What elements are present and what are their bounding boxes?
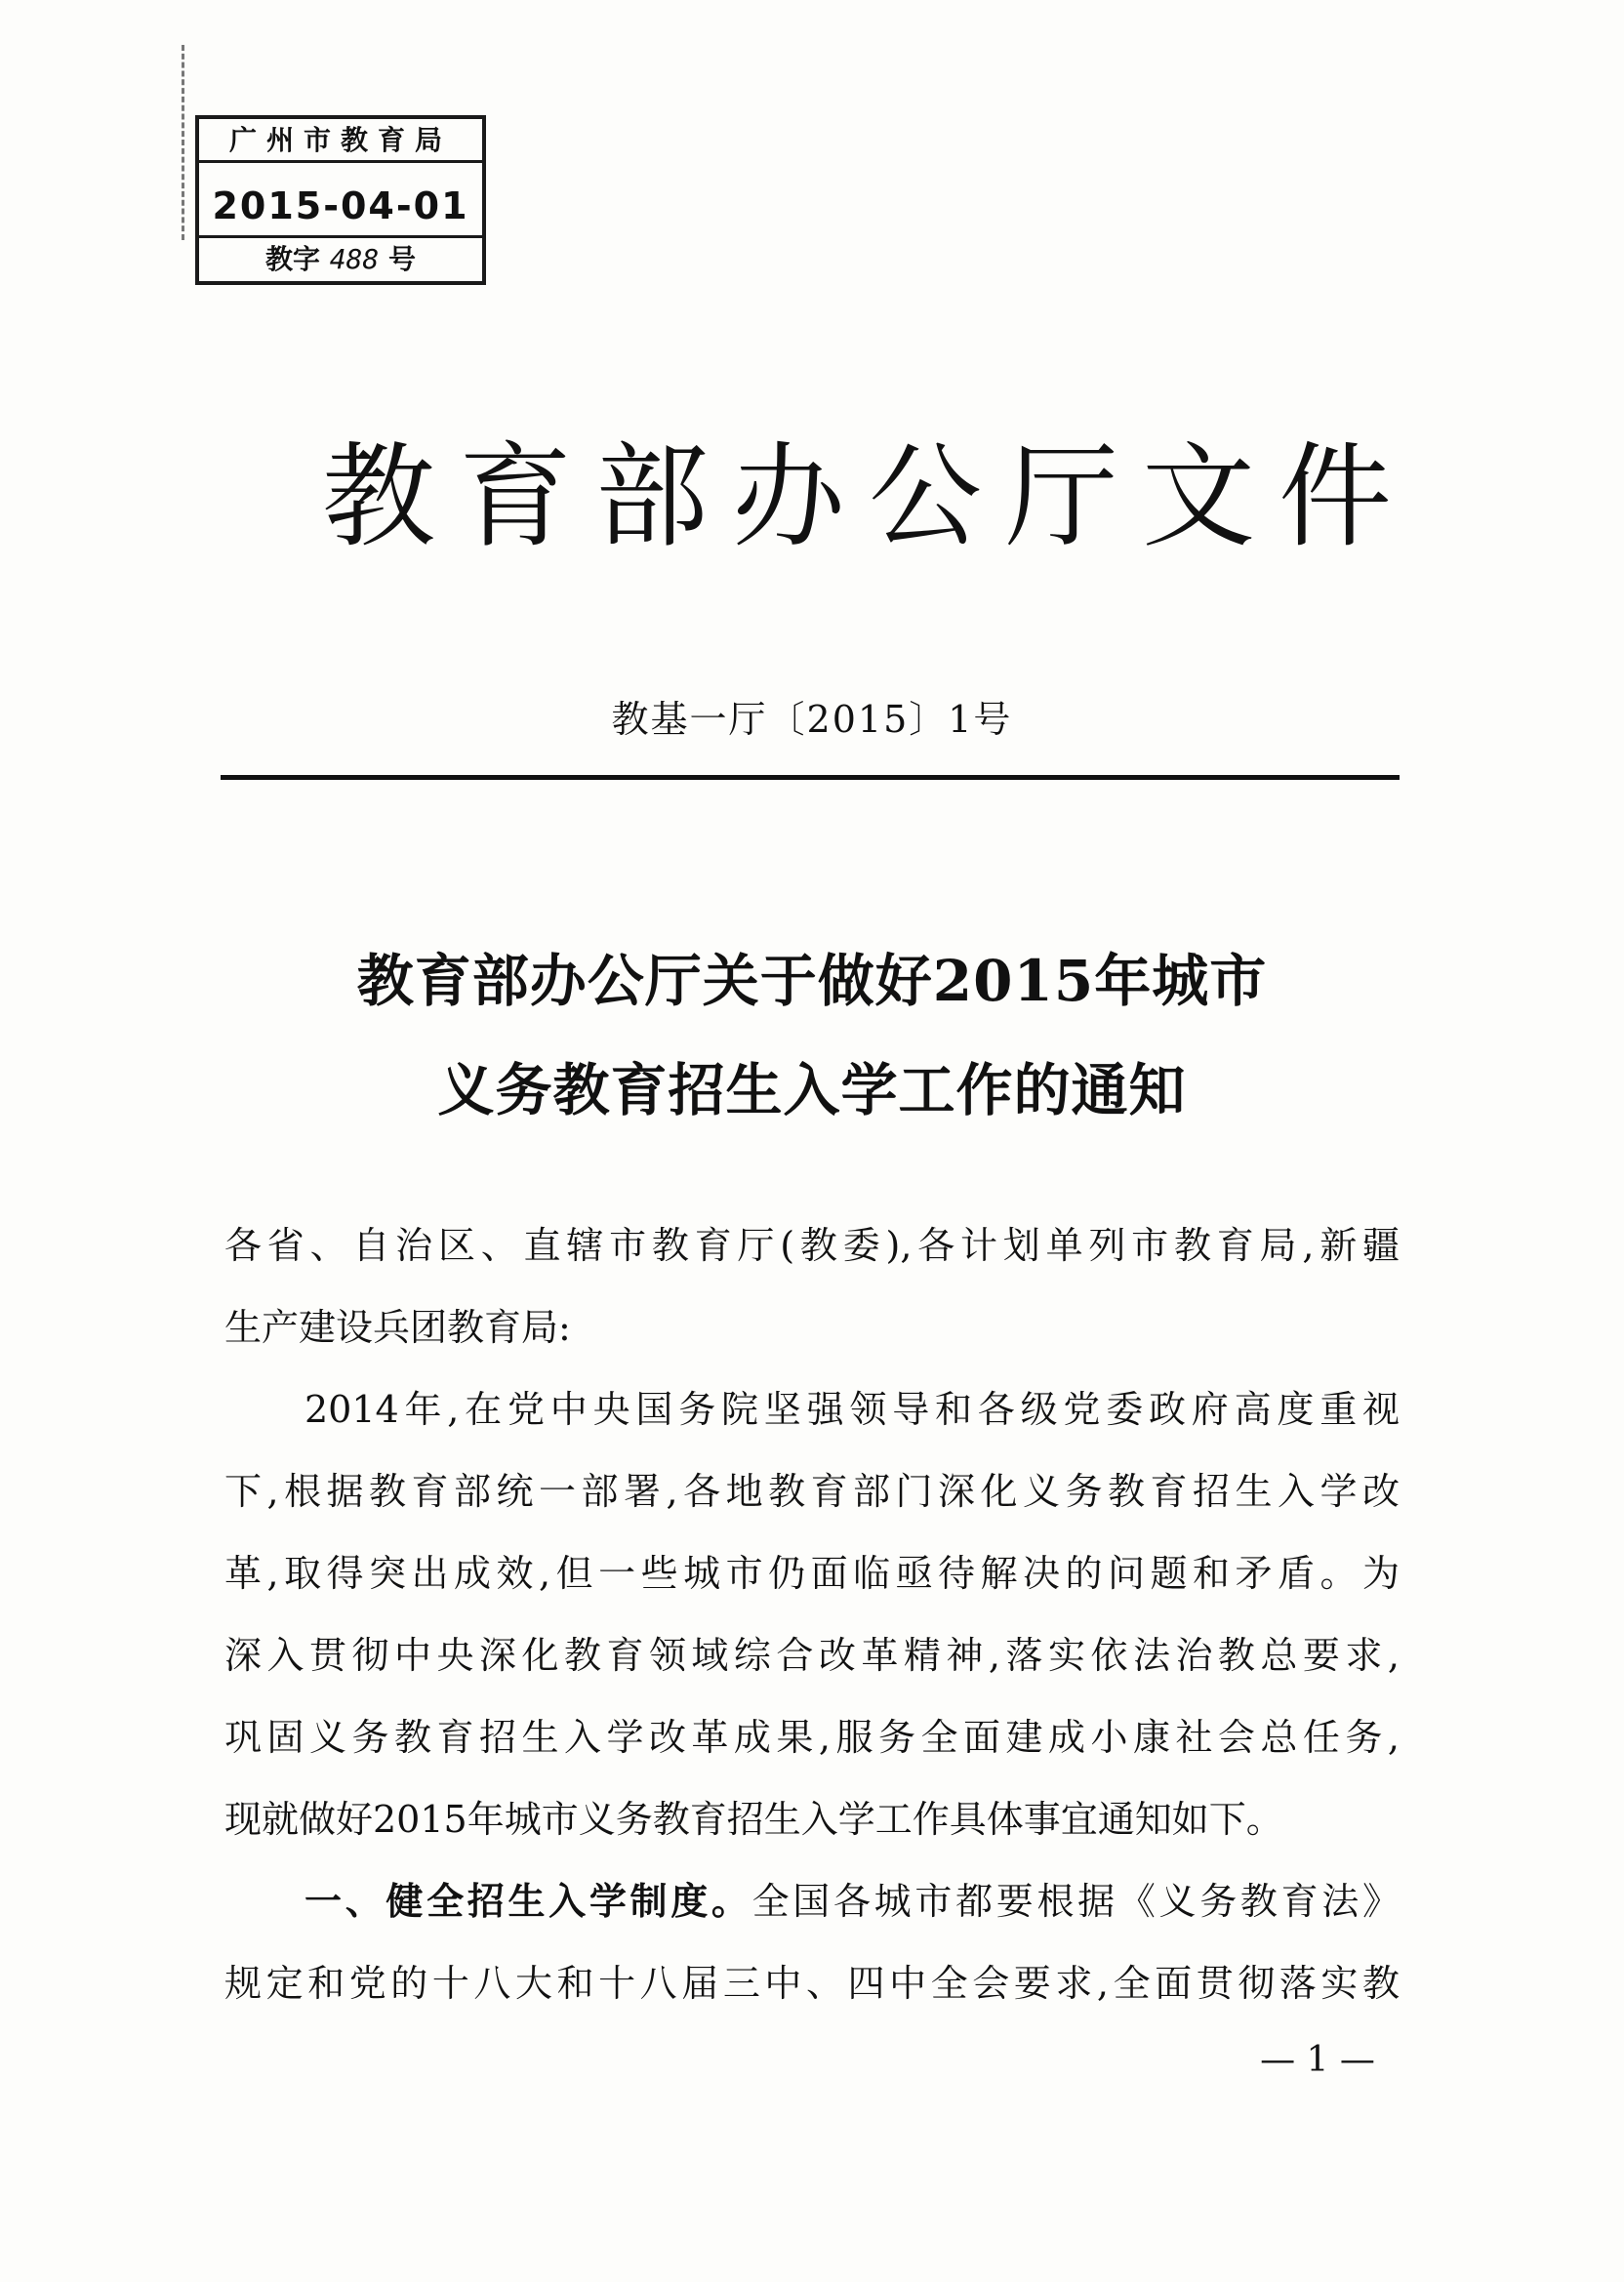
- paragraph-1-line-2: 下,根据教育部统一部署,各地教育部门深化义务教育招生入学改: [224, 1470, 1400, 1513]
- receipt-stamp: [195, 115, 486, 285]
- section-1-line-1-text: 全国各城市都要根据《义务教育法》: [751, 1880, 1400, 1923]
- paragraph-1-line-4: 深入贯彻中央深化教育领域综合改革精神,落实依法治教总要求,: [224, 1634, 1400, 1677]
- paragraph-1-line-6: 现就做好2015年城市义务教育招生入学工作具体事宜通知如下。: [224, 1798, 1283, 1841]
- stamp-number-value: 488: [329, 243, 380, 275]
- section-1-heading: 一、健全招生入学制度。: [304, 1880, 752, 1923]
- title-line-1: 教育部办公厅关于做好2015年城市: [356, 948, 1268, 1014]
- section-1-line-1: [304, 1878, 1400, 1925]
- document-number: 教基一厅〔2015〕1号: [611, 698, 1013, 741]
- stamp-number-prefix: 教字: [264, 243, 320, 275]
- stamp-number-suffix: 号: [388, 243, 417, 275]
- title-line-2: 义务教育招生入学工作的通知: [437, 1057, 1187, 1123]
- section-1-line-2: 规定和党的十八大和十八届三中、四中全会要求,全面贯彻落实教: [224, 1962, 1400, 2005]
- stamp-number: [199, 235, 482, 281]
- stamp-date: 2015-04-01: [212, 184, 469, 227]
- stamp-organization: 广州市教育局: [199, 121, 482, 163]
- paragraph-1-line-1: 2014年,在党中央国务院坚强领导和各级党委政府高度重视: [304, 1388, 1400, 1431]
- page-number: — 1 —: [1260, 2040, 1375, 2080]
- issuer-header: 教育部办公厅文件: [322, 431, 1415, 563]
- addressee-line-2: 生产建设兵团教育局:: [224, 1306, 571, 1349]
- header-rule: [221, 775, 1400, 780]
- paragraph-1-line-5: 巩固义务教育招生入学改革成果,服务全面建成小康社会总任务,: [224, 1716, 1400, 1759]
- addressee-line-1: 各省、自治区、直辖市教育厅(教委),各计划单列市教育局,新疆: [224, 1224, 1400, 1267]
- paragraph-1-line-3: 革,取得突出成效,但一些城市仍面临亟待解决的问题和矛盾。为: [224, 1552, 1400, 1595]
